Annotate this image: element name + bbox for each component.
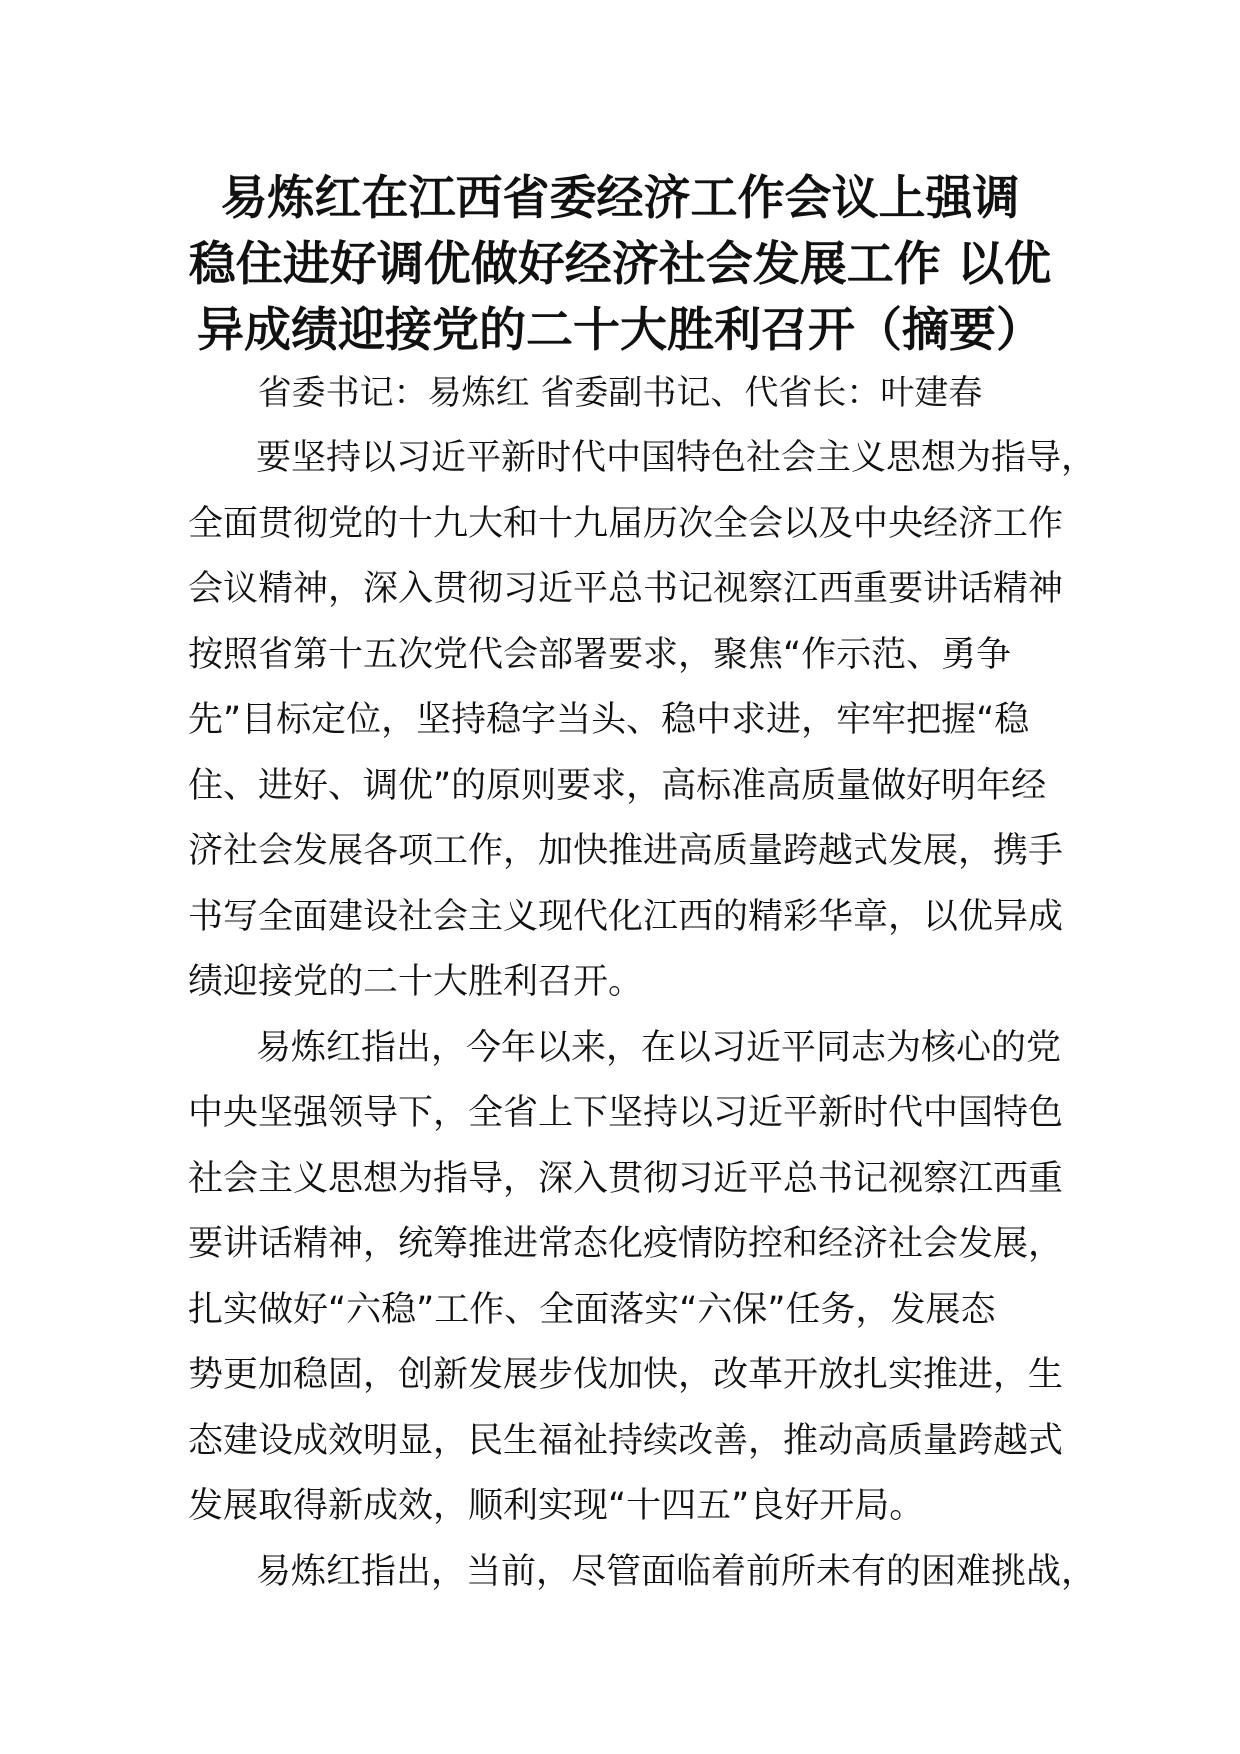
paragraph-line: 发展取得新成效，顺利实现“十四五”良好开局。: [188, 1486, 925, 1526]
paragraph-line: 易炼红指出，当前，尽管面临着前所未有的困难挑战，: [256, 1551, 1097, 1592]
byline: 省委书记：易炼红 省委副书记、代省长：叶建春: [257, 373, 983, 413]
paragraph-line: 先”目标定位，坚持稳字当头、稳中求进，牢牢把握“稳: [188, 700, 1030, 740]
paragraph-line: 中央坚强领导下，全省上下坚持以习近平新时代中国特色: [188, 1093, 1064, 1133]
paragraph-line: 态建设成效明显，民生福祉持续改善，推动高质量跨越式: [188, 1420, 1064, 1461]
paragraph-line: 住、进好、调优”的原则要求，高标准高质量做好明年经: [188, 765, 1047, 806]
paragraph-line: 会议精神，深入贯彻习近平总书记视察江西重要讲话精神: [188, 569, 1064, 609]
title-line: 异成绩迎接党的二十大胜利召开（摘要）: [197, 303, 1043, 358]
paragraph-line: 绩迎接党的二十大胜利召开。: [188, 962, 644, 1002]
article-body: [188, 426, 1097, 1605]
paragraph-line: 全面贯彻党的十九大和十九届历次全会以及中央经济工作: [188, 503, 1064, 544]
title-line: 稳住进好调优做好经济社会发展工作 以优: [188, 237, 1052, 292]
title-line: 易炼红在江西省委经济工作会议上强调: [220, 171, 1020, 226]
paragraph: [188, 1016, 1088, 1540]
paragraph: [188, 1540, 1097, 1606]
paragraph-line: 济社会发展各项工作，加快推进高质量跨越式发展，携手: [188, 831, 1064, 871]
paragraph-line: 扎实做好“六稳”工作、全面落实“六保”任务，发展态: [188, 1289, 996, 1330]
document-title: [150, 166, 1090, 364]
paragraph-line: 易炼红指出，今年以来，在以习近平同志为核心的党: [256, 1027, 1062, 1068]
paragraph-line: 势更加稳固，创新发展步伐加快，改革开放扎实推进，生: [188, 1355, 1064, 1395]
paragraph-line: 要坚持以习近平新时代中国特色社会主义思想为指导，: [256, 438, 1097, 478]
paragraph-line: 按照省第十五次党代会部署要求，聚焦“作示范、勇争: [188, 634, 1012, 675]
paragraph-line: 要讲话精神，统筹推进常态化疫情防控和经济社会发展，: [188, 1224, 1064, 1264]
paragraph-line: 社会主义思想为指导，深入贯彻习近平总书记视察江西重: [188, 1158, 1064, 1199]
paragraph: [188, 426, 1097, 1016]
paragraph-line: 书写全面建设社会主义现代化江西的精彩华章，以优异成: [188, 896, 1064, 937]
